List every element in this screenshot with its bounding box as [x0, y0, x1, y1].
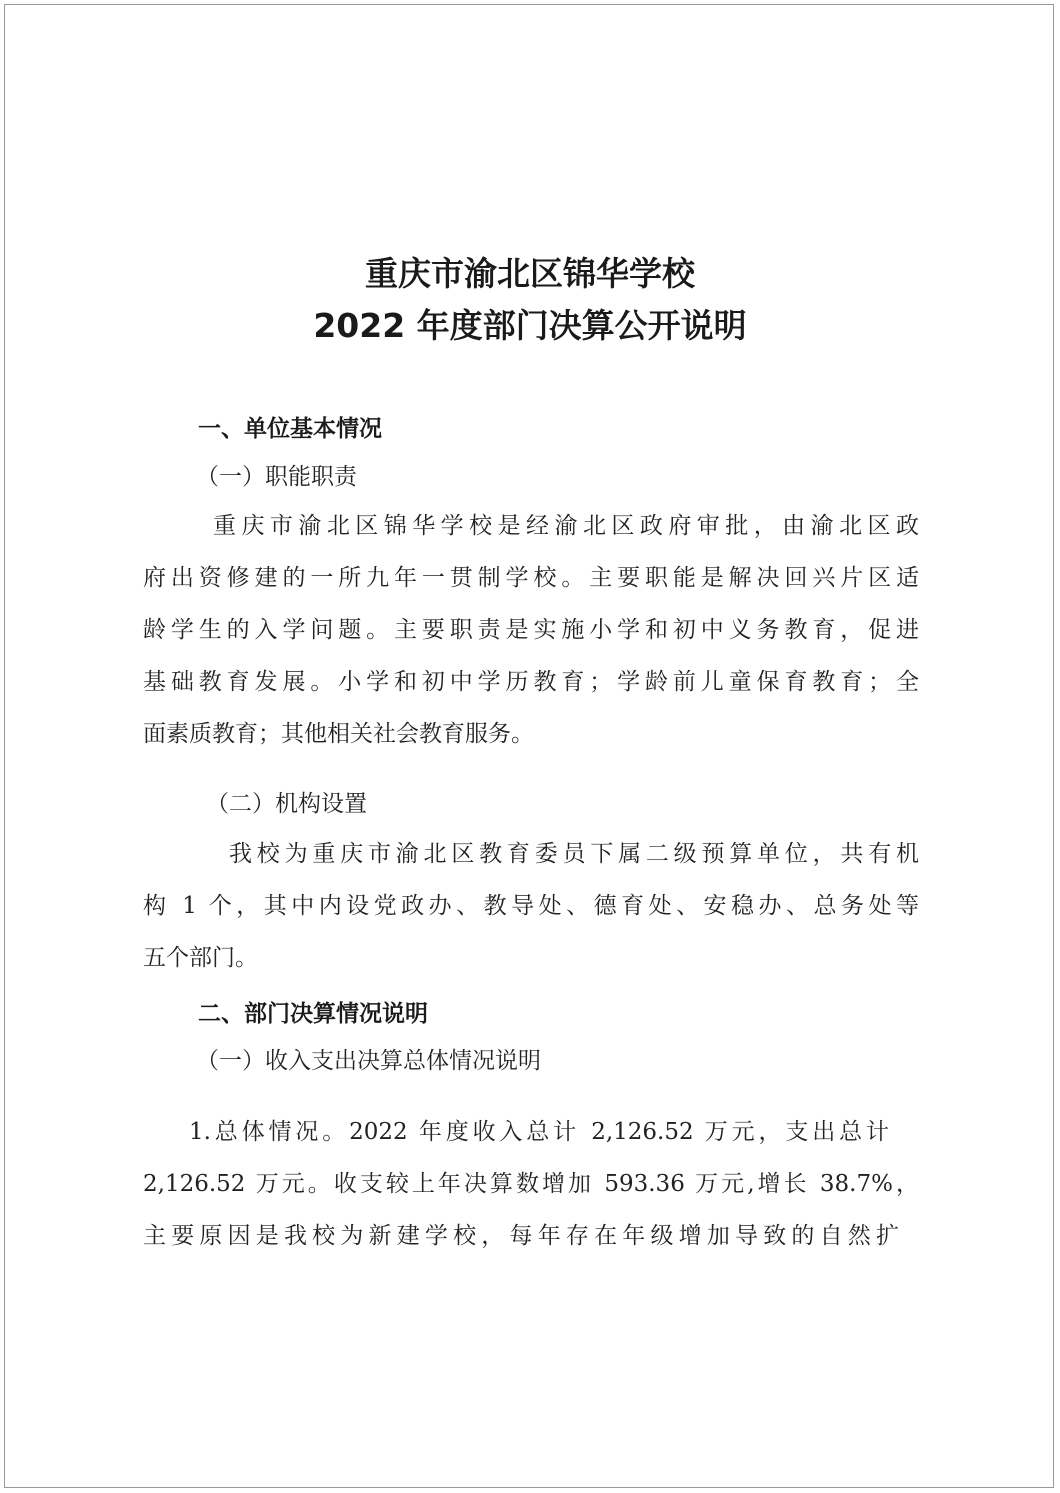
paragraph-line: 面素质教育；其他相关社会教育服务。: [143, 721, 534, 747]
paragraph-line: 主要原因是我校为新建学校，每年存在年级增加导致的自然扩: [143, 1223, 899, 1249]
section2-sub1-heading: （一）收入支出决算总体情况说明: [196, 1048, 541, 1074]
document-title-line2: 2022 年度部门决算公开说明: [313, 306, 747, 345]
paragraph-line: 构 1 个，其中内设党政办、教导处、德育处、安稳办、总务处等: [143, 893, 919, 919]
paragraph-line: 2,126.52 万元。收支较上年决算数增加 593.36 万元,增长 38.7%，: [143, 1171, 919, 1197]
document-title-line1: 重庆市渝北区锦华学校: [365, 254, 695, 293]
section1-sub1-paragraph: [143, 500, 919, 760]
section1-sub2-heading: （二）机构设置: [206, 791, 367, 817]
paragraph-line: 龄学生的入学问题。主要职责是实施小学和初中义务教育，促进: [143, 617, 919, 643]
section2-heading: 二、部门决算情况说明: [198, 1001, 428, 1027]
paragraph-line: 重庆市渝北区锦华学校是经渝北区政府审批，由渝北区政: [213, 513, 919, 539]
section1-sub1-heading: （一）职能职责: [196, 464, 357, 490]
paragraph-line: 基础教育发展。小学和初中学历教育；学龄前儿童保育教育；全: [143, 669, 919, 695]
section2-sub1-paragraph: [143, 1106, 919, 1262]
section1-heading: 一、单位基本情况: [198, 416, 382, 442]
paragraph-line: 五个部门。: [143, 945, 258, 971]
section1-sub2-paragraph: [143, 828, 919, 984]
paragraph-line: 1.总体情况。2022 年度收入总计 2,126.52 万元，支出总计: [189, 1119, 889, 1145]
paragraph-line: 府出资修建的一所九年一贯制学校。主要职能是解决回兴片区适: [143, 565, 919, 591]
paragraph-line: 我校为重庆市渝北区教育委员下属二级预算单位，共有机: [229, 841, 919, 867]
